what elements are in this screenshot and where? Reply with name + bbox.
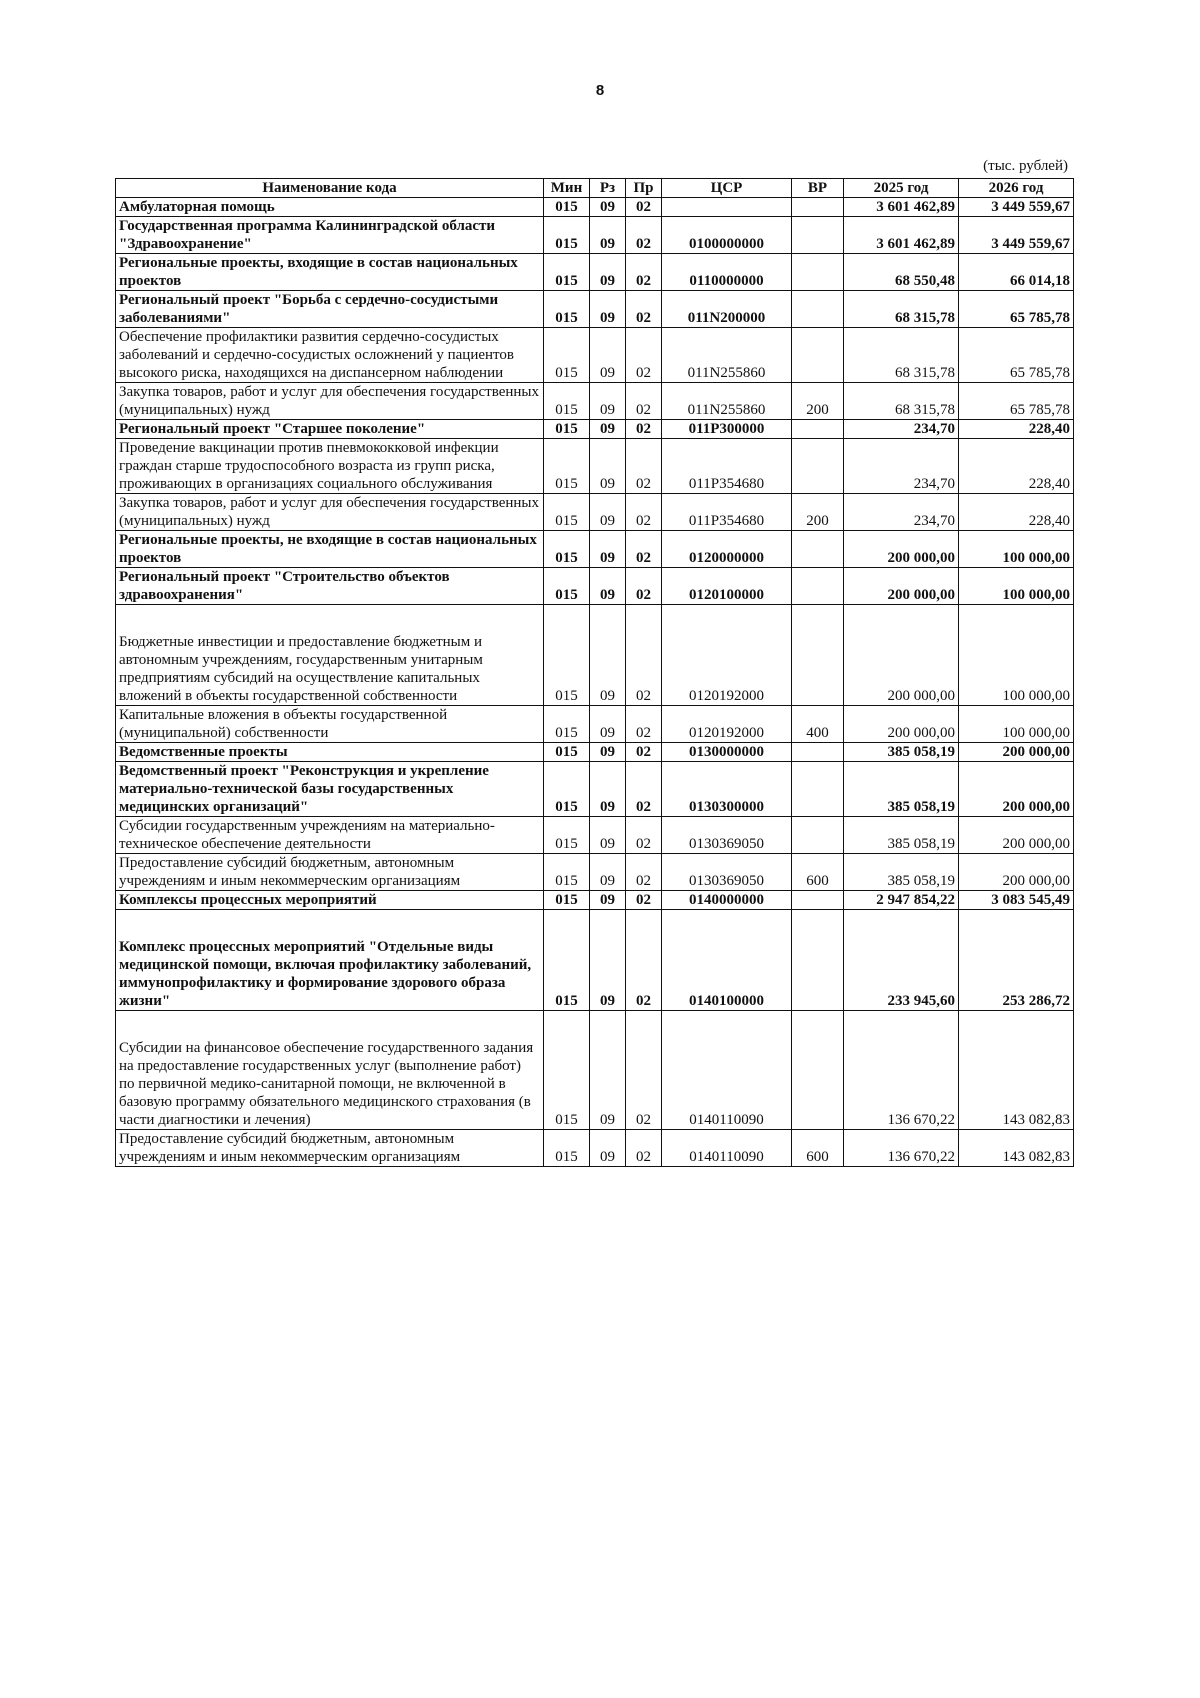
cell-min: 015 (544, 217, 590, 254)
cell-pr: 02 (626, 198, 662, 217)
cell-name: Комплексы процессных мероприятий (116, 891, 544, 910)
cell-rz: 09 (590, 494, 626, 531)
cell-pr: 02 (626, 762, 662, 817)
cell-csr: 0100000000 (662, 217, 792, 254)
table-row (116, 198, 1074, 217)
cell-min: 015 (544, 254, 590, 291)
cell-rz: 09 (590, 817, 626, 854)
budget-table (115, 178, 1074, 1167)
cell-vr (792, 291, 844, 328)
table-row (116, 891, 1074, 910)
cell-2026: 3 083 545,49 (959, 891, 1074, 910)
cell-pr: 02 (626, 706, 662, 743)
cell-csr: 0120100000 (662, 568, 792, 605)
table-row (116, 910, 1074, 1011)
cell-2026: 200 000,00 (959, 762, 1074, 817)
cell-2025: 234,70 (844, 439, 959, 494)
cell-min: 015 (544, 439, 590, 494)
cell-rz: 09 (590, 198, 626, 217)
cell-2025: 385 058,19 (844, 743, 959, 762)
cell-pr: 02 (626, 910, 662, 1011)
cell-vr: 200 (792, 494, 844, 531)
cell-2025: 68 315,78 (844, 328, 959, 383)
cell-pr: 02 (626, 743, 662, 762)
cell-pr: 02 (626, 531, 662, 568)
table-row (116, 420, 1074, 439)
cell-name: Региональный проект "Старшее поколение" (116, 420, 544, 439)
cell-name: Комплекс процессных мероприятий "Отдельные виды медицинской помощи, включая профилактику заболеваний, иммунопрофилактику и формирование здорового образа жизни" (116, 910, 544, 1011)
cell-vr (792, 762, 844, 817)
cell-2025: 2 947 854,22 (844, 891, 959, 910)
cell-csr: 0120192000 (662, 605, 792, 706)
cell-rz: 09 (590, 568, 626, 605)
cell-min: 015 (544, 198, 590, 217)
cell-vr (792, 217, 844, 254)
cell-vr (792, 1011, 844, 1130)
cell-csr: 0140110090 (662, 1011, 792, 1130)
cell-vr: 400 (792, 706, 844, 743)
cell-2025: 136 670,22 (844, 1011, 959, 1130)
cell-pr: 02 (626, 605, 662, 706)
cell-min: 015 (544, 743, 590, 762)
header-csr: ЦСР (662, 179, 792, 198)
cell-vr (792, 254, 844, 291)
cell-pr: 02 (626, 568, 662, 605)
unit-note: (тыс. рублей) (983, 158, 1068, 174)
cell-rz: 09 (590, 762, 626, 817)
cell-min: 015 (544, 854, 590, 891)
cell-min: 015 (544, 383, 590, 420)
cell-csr: 0140100000 (662, 910, 792, 1011)
cell-2025: 68 550,48 (844, 254, 959, 291)
cell-vr (792, 568, 844, 605)
cell-2026: 100 000,00 (959, 706, 1074, 743)
cell-min: 015 (544, 817, 590, 854)
cell-csr: 011N255860 (662, 383, 792, 420)
cell-vr (792, 420, 844, 439)
cell-2025: 385 058,19 (844, 817, 959, 854)
cell-2026: 200 000,00 (959, 854, 1074, 891)
cell-name: Региональный проект "Борьба с сердечно-сосудистыми заболеваниями" (116, 291, 544, 328)
header-vr: ВР (792, 179, 844, 198)
cell-rz: 09 (590, 328, 626, 383)
cell-name: Капитальные вложения в объекты государственной (муниципальной) собственности (116, 706, 544, 743)
cell-rz: 09 (590, 605, 626, 706)
cell-pr: 02 (626, 891, 662, 910)
cell-pr: 02 (626, 254, 662, 291)
cell-2025: 3 601 462,89 (844, 217, 959, 254)
cell-min: 015 (544, 1130, 590, 1167)
table-row (116, 1130, 1074, 1167)
cell-rz: 09 (590, 254, 626, 291)
table-row (116, 439, 1074, 494)
cell-min: 015 (544, 420, 590, 439)
cell-vr: 200 (792, 383, 844, 420)
cell-name: Закупка товаров, работ и услуг для обеспечения государственных (муниципальных) нужд (116, 383, 544, 420)
table-row (116, 1011, 1074, 1130)
cell-2026: 200 000,00 (959, 743, 1074, 762)
cell-csr: 011N200000 (662, 291, 792, 328)
cell-2026: 228,40 (959, 420, 1074, 439)
cell-rz: 09 (590, 531, 626, 568)
cell-2026: 65 785,78 (959, 291, 1074, 328)
cell-pr: 02 (626, 494, 662, 531)
cell-name: Государственная программа Калининградской области "Здравоохранение" (116, 217, 544, 254)
cell-2026: 3 449 559,67 (959, 217, 1074, 254)
cell-2025: 68 315,78 (844, 383, 959, 420)
cell-min: 015 (544, 1011, 590, 1130)
cell-2025: 385 058,19 (844, 854, 959, 891)
cell-vr (792, 198, 844, 217)
cell-rz: 09 (590, 743, 626, 762)
table-row (116, 762, 1074, 817)
cell-rz: 09 (590, 891, 626, 910)
cell-2025: 68 315,78 (844, 291, 959, 328)
cell-rz: 09 (590, 439, 626, 494)
cell-2025: 234,70 (844, 420, 959, 439)
cell-csr (662, 198, 792, 217)
table-row (116, 568, 1074, 605)
cell-2026: 66 014,18 (959, 254, 1074, 291)
cell-2026: 100 000,00 (959, 568, 1074, 605)
table-row (116, 743, 1074, 762)
table-row (116, 494, 1074, 531)
cell-name: Бюджетные инвестиции и предоставление бюджетным и автономным учреждениям, государственным унитарным предприятиям субсидий на осуществление капитальных вложений в объекты государственной собственности (116, 605, 544, 706)
table-row (116, 706, 1074, 743)
cell-csr: 011N255860 (662, 328, 792, 383)
cell-name: Обеспечение профилактики развития сердечно-сосудистых заболеваний и сердечно-сосудистых осложнений у пациентов высокого риска, находящихся на диспансерном наблюдении (116, 328, 544, 383)
cell-2025: 385 058,19 (844, 762, 959, 817)
header-min: Мин (544, 179, 590, 198)
cell-pr: 02 (626, 291, 662, 328)
cell-2026: 100 000,00 (959, 605, 1074, 706)
cell-2025: 233 945,60 (844, 910, 959, 1011)
cell-name: Ведомственные проекты (116, 743, 544, 762)
cell-name: Предоставление субсидий бюджетным, автономным учреждениям и иным некоммерческим организациям (116, 1130, 544, 1167)
cell-pr: 02 (626, 383, 662, 420)
cell-csr: 0120000000 (662, 531, 792, 568)
cell-2026: 143 082,83 (959, 1130, 1074, 1167)
cell-2025: 234,70 (844, 494, 959, 531)
cell-min: 015 (544, 531, 590, 568)
cell-vr (792, 817, 844, 854)
cell-min: 015 (544, 568, 590, 605)
table-row (116, 291, 1074, 328)
cell-name: Региональный проект "Строительство объектов здравоохранения" (116, 568, 544, 605)
cell-name: Предоставление субсидий бюджетным, автономным учреждениям и иным некоммерческим организациям (116, 854, 544, 891)
cell-name: Субсидии на финансовое обеспечение государственного задания на предоставление государственных услуг (выполнение работ) по первичной медико-санитарной помощи, не включенной в базовую программу обязательного медицинского страхования (в части диагностики и лечения) (116, 1011, 544, 1130)
cell-vr (792, 439, 844, 494)
table-header-row (116, 179, 1074, 198)
cell-pr: 02 (626, 817, 662, 854)
cell-min: 015 (544, 605, 590, 706)
table-body (116, 198, 1074, 1167)
header-2025: 2025 год (844, 179, 959, 198)
page-number: 8 (595, 82, 605, 99)
cell-rz: 09 (590, 910, 626, 1011)
cell-csr: 0140000000 (662, 891, 792, 910)
cell-min: 015 (544, 328, 590, 383)
cell-csr: 011P300000 (662, 420, 792, 439)
cell-vr (792, 531, 844, 568)
cell-vr (792, 910, 844, 1011)
header-name: Наименование кода (116, 179, 544, 198)
cell-csr: 0130300000 (662, 762, 792, 817)
cell-csr: 011P354680 (662, 439, 792, 494)
cell-2026: 3 449 559,67 (959, 198, 1074, 217)
cell-pr: 02 (626, 439, 662, 494)
cell-pr: 02 (626, 854, 662, 891)
cell-vr (792, 743, 844, 762)
header-2026: 2026 год (959, 179, 1074, 198)
table-row (116, 254, 1074, 291)
cell-name: Ведомственный проект "Реконструкция и укрепление материально-технической базы государственных медицинских организаций" (116, 762, 544, 817)
cell-pr: 02 (626, 420, 662, 439)
cell-name: Субсидии государственным учреждениям на материально-техническое обеспечение деятельности (116, 817, 544, 854)
cell-name: Региональные проекты, входящие в состав национальных проектов (116, 254, 544, 291)
cell-vr: 600 (792, 1130, 844, 1167)
cell-rz: 09 (590, 1130, 626, 1167)
cell-rz: 09 (590, 1011, 626, 1130)
table-row (116, 854, 1074, 891)
cell-min: 015 (544, 891, 590, 910)
cell-csr: 0130000000 (662, 743, 792, 762)
cell-2025: 200 000,00 (844, 706, 959, 743)
table-row (116, 531, 1074, 568)
cell-2026: 65 785,78 (959, 328, 1074, 383)
cell-rz: 09 (590, 420, 626, 439)
cell-pr: 02 (626, 217, 662, 254)
cell-2025: 200 000,00 (844, 531, 959, 568)
cell-csr: 0130369050 (662, 817, 792, 854)
cell-rz: 09 (590, 383, 626, 420)
cell-min: 015 (544, 706, 590, 743)
cell-vr (792, 605, 844, 706)
cell-csr: 0130369050 (662, 854, 792, 891)
cell-rz: 09 (590, 706, 626, 743)
cell-min: 015 (544, 762, 590, 817)
cell-2026: 228,40 (959, 439, 1074, 494)
cell-rz: 09 (590, 217, 626, 254)
cell-2026: 200 000,00 (959, 817, 1074, 854)
cell-vr (792, 891, 844, 910)
cell-min: 015 (544, 291, 590, 328)
cell-2026: 253 286,72 (959, 910, 1074, 1011)
cell-2026: 143 082,83 (959, 1011, 1074, 1130)
cell-vr: 600 (792, 854, 844, 891)
cell-vr (792, 328, 844, 383)
cell-rz: 09 (590, 291, 626, 328)
cell-2026: 228,40 (959, 494, 1074, 531)
cell-name: Амбулаторная помощь (116, 198, 544, 217)
cell-pr: 02 (626, 1130, 662, 1167)
cell-name: Закупка товаров, работ и услуг для обеспечения государственных (муниципальных) нужд (116, 494, 544, 531)
cell-2026: 65 785,78 (959, 383, 1074, 420)
table-row (116, 383, 1074, 420)
header-rz: Рз (590, 179, 626, 198)
cell-name: Региональные проекты, не входящие в состав национальных проектов (116, 531, 544, 568)
cell-pr: 02 (626, 328, 662, 383)
cell-2025: 200 000,00 (844, 568, 959, 605)
cell-pr: 02 (626, 1011, 662, 1130)
cell-min: 015 (544, 910, 590, 1011)
table-row (116, 217, 1074, 254)
cell-csr: 011P354680 (662, 494, 792, 531)
cell-name: Проведение вакцинации против пневмококковой инфекции граждан старше трудоспособного возраста из групп риска, проживающих в организациях социального обслуживания (116, 439, 544, 494)
cell-rz: 09 (590, 854, 626, 891)
cell-2025: 136 670,22 (844, 1130, 959, 1167)
cell-2026: 100 000,00 (959, 531, 1074, 568)
cell-csr: 0120192000 (662, 706, 792, 743)
header-pr: Пр (626, 179, 662, 198)
cell-csr: 0110000000 (662, 254, 792, 291)
cell-2025: 3 601 462,89 (844, 198, 959, 217)
table-row (116, 328, 1074, 383)
table-row (116, 817, 1074, 854)
cell-min: 015 (544, 494, 590, 531)
table-row (116, 605, 1074, 706)
cell-2025: 200 000,00 (844, 605, 959, 706)
cell-csr: 0140110090 (662, 1130, 792, 1167)
